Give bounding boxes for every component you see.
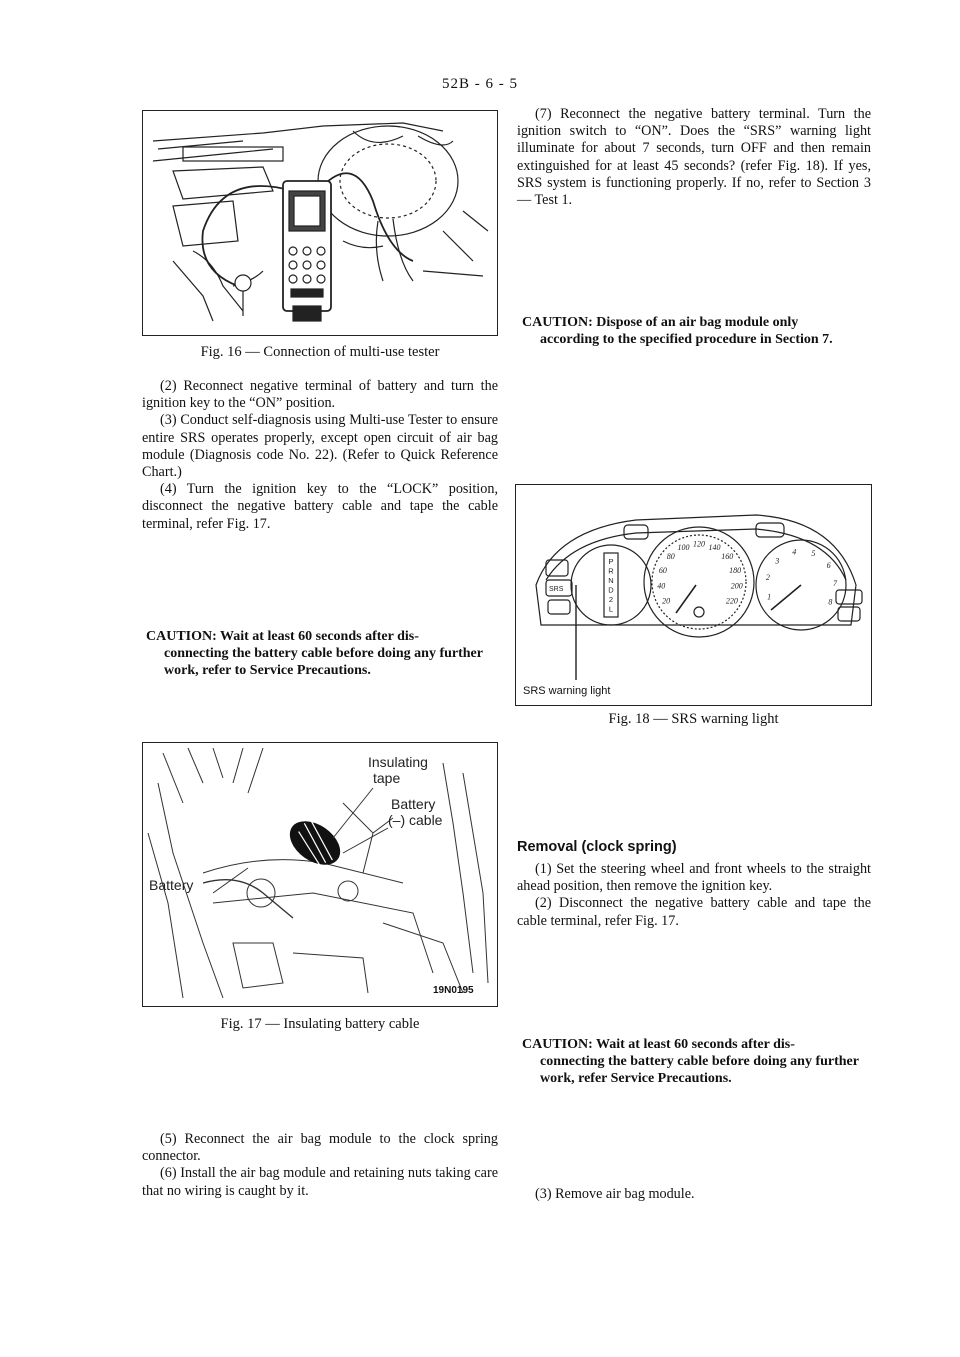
caution-left <box>146 628 498 679</box>
gear-letter: D <box>608 585 614 595</box>
tacho-ticks-label: 3 <box>775 556 780 566</box>
label-battery: Battery <box>149 877 194 893</box>
paragraph-4: (4) Turn the ignition key to the “LOCK” position, disconnect the negative battery cable and tape the cable terminal, refer Fig. 17. <box>142 481 498 532</box>
tacho-ticks-label: 6 <box>826 560 831 570</box>
speedo-ticks-label: 200 <box>730 581 743 591</box>
speedo-ticks-label: 120 <box>693 539 705 549</box>
tacho-ticks-label: 4 <box>792 547 797 557</box>
left-column-paragraphs <box>142 378 498 533</box>
caution-right-1 <box>522 314 872 348</box>
speedo-ticks-label: 160 <box>721 552 734 562</box>
caution-left-first-line: CAUTION: Wait at least 60 seconds after dis- <box>146 629 419 644</box>
removal-step-1: (1) Set the steering wheel and front wheels to the straight ahead position, then remove the ignition key. <box>517 861 871 895</box>
label-battery-cable-1: Battery <box>391 796 436 812</box>
removal-clock-spring-heading: Removal (clock spring) <box>517 839 677 855</box>
paragraph-7: (7) Reconnect the negative battery terminal. Turn the ignition switch to “ON”. Does the “SRS” warning light illuminate for about 7 seconds, turn OFF and then remain extinguished for at least 45 seconds? (refer Fig. 18). If yes, SRS system is functioning properly. If no, refer to Section 3 — Test 1. <box>517 106 871 209</box>
gear-letter: R <box>608 566 614 576</box>
caution-right-1-rest: according to the specified procedure in Section 7. <box>540 332 833 347</box>
figure-16-multi-use-tester <box>142 110 498 336</box>
paragraph-5: (5) Reconnect the air bag module to the clock spring connector. <box>142 1131 498 1165</box>
figure-17-caption: Fig. 17 — Insulating battery cable <box>220 1016 420 1032</box>
caution-right-1-first-line: CAUTION: Dispose of an air bag module only <box>522 315 799 330</box>
gear-letter: N <box>608 576 614 585</box>
tester-illustration <box>143 111 496 334</box>
speedo-ticks-label: 220 <box>725 596 738 606</box>
instrument-cluster <box>516 485 870 704</box>
figure-16-caption: Fig. 16 — Connection of multi-use tester <box>200 344 440 360</box>
speedo-ticks-label: 60 <box>658 565 667 575</box>
tacho-ticks-label: 5 <box>811 549 816 558</box>
caution-right-2-first-line: CAUTION: Wait at least 60 seconds after dis- <box>522 1037 795 1052</box>
label-tape: tape <box>373 770 401 786</box>
tacho-ticks-label: 8 <box>828 597 833 607</box>
right-column-top <box>517 106 871 209</box>
srs-warning-light-label: SRS warning light <box>523 685 611 697</box>
tacho-ticks-label: 2 <box>765 573 770 583</box>
page-number: 52B - 6 - 5 <box>442 76 518 92</box>
gear-letter: P <box>608 557 614 566</box>
label-battery-cable-2: (–) cable <box>388 812 443 828</box>
removal-step-3-container <box>517 1186 871 1203</box>
srs-lamp-label: SRS <box>549 586 564 593</box>
figure-17-code: 19N0195 <box>433 985 474 996</box>
figure-18-caption: Fig. 18 — SRS warning light <box>608 711 779 727</box>
label-insulating: Insulating <box>368 754 428 770</box>
speedo-ticks-label: 180 <box>729 565 742 575</box>
paragraph-6: (6) Install the air bag module and retaining nuts taking care that no wiring is caught by it. <box>142 1165 498 1199</box>
speedometer-tick-labels <box>657 540 743 606</box>
paragraph-2: (2) Reconnect negative terminal of battery and turn the ignition key to the “ON” position. <box>142 378 498 412</box>
speedo-ticks-label: 40 <box>657 581 666 591</box>
speedo-ticks-label: 140 <box>708 543 721 552</box>
gear-letter: L <box>608 604 614 614</box>
speedo-ticks-label: 20 <box>662 596 671 606</box>
tacho-ticks-label: 7 <box>833 579 837 588</box>
caution-right-2-rest: connecting the battery cable before doing any further work, refer Service Precautions. <box>540 1054 859 1086</box>
figure-17-insulating-battery-cable <box>142 742 498 1007</box>
figure-18-srs-warning-light <box>515 484 872 706</box>
tachometer-tick-labels <box>766 547 838 606</box>
speedo-ticks-label: 100 <box>677 543 690 552</box>
removal-steps <box>517 861 871 930</box>
tacho-ticks-label: 1 <box>767 592 772 602</box>
caution-left-rest: connecting the battery cable before doing any further work, refer to Service Precautions. <box>164 646 483 678</box>
removal-step-2: (2) Disconnect the negative battery cable and tape the cable terminal, refer Fig. 17. <box>517 895 871 929</box>
left-column-bottom <box>142 1131 498 1200</box>
battery-illustration <box>143 743 496 1005</box>
speedo-ticks-label: 80 <box>666 552 675 562</box>
paragraph-3: (3) Conduct self-diagnosis using Multi-use Tester to ensure entire SRS operates properly, except open circuit of air bag module (Diagnosis code No. 22). (Refer to Quick Reference Chart.) <box>142 412 498 481</box>
gear-letter: 2 <box>608 595 614 604</box>
removal-step-3: (3) Remove air bag module. <box>535 1186 695 1202</box>
caution-right-2 <box>522 1036 872 1087</box>
